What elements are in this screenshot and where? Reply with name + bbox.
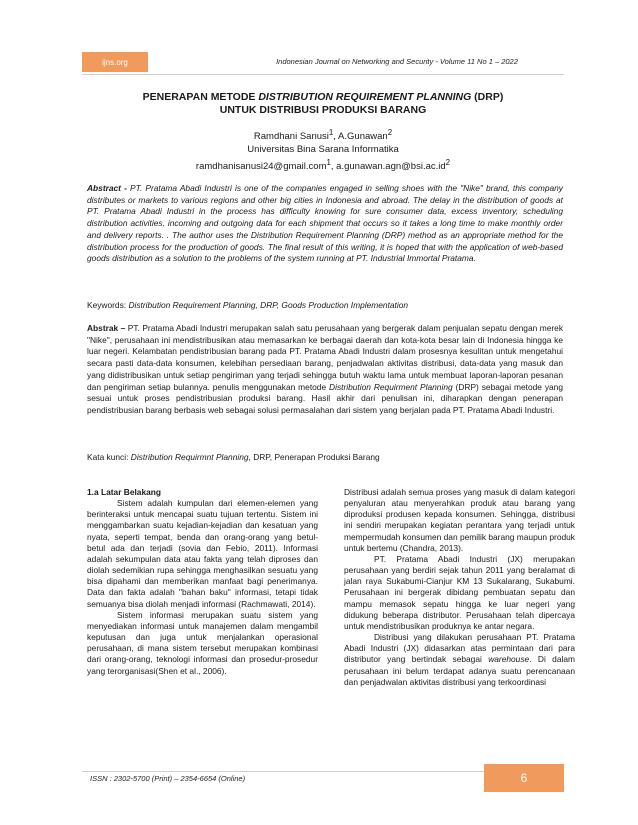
site-badge	[82, 52, 148, 72]
keywords-indonesian	[87, 452, 563, 464]
author-names	[100, 126, 546, 143]
abstract-english	[87, 183, 563, 265]
title-line-1	[100, 91, 546, 104]
email-1: ramdhanisanusi24@gmail.com	[195, 161, 327, 173]
body-column-left	[87, 487, 318, 677]
header-divider	[82, 74, 564, 75]
title-suffix: (DRP)	[471, 91, 504, 103]
abstract-english-text: PT. Pratama Abadi Industri is one of the companies engaged in selling shoes with the "Nike" brand, this company distributes or markets to various regions and other big cities in Indonesia and abroad. The delay in the distribution of goods at PT. Pratama Abadi Industri in the process has difficulty knowing for sure consumer data, excess inventory, scheduling distribution activities, incoming and outgoing data for each shipment that occurs so it takes a long time to make monthly order and delivery reports. . The author uses the Distribution Requirement Planning (DRP) method as an appropriate method for the distribution process for the production of goods. The final result of this writing, it is hoped that with the application of web-based goods distribution as a solution to the problems of the system running at PT. Industrial Immortal Pratama.	[87, 183, 563, 264]
paragraph-right-3-italic: warehouse	[488, 654, 530, 665]
abstract-indonesian-text-1: PT. Pratama Abadi Industri merupakan salah satu perusahaan yang bergerak dalam penjualan sepatu dengan merek "Nike", perusahaan ini mendistribusikan atau memasarkan ke berbagai daerah dan kota-kota besar lain di Indonesia hingga ke luar negeri. Kelambatan pendistribusian barang pada PT. Pratama Abadi Industri dalam prosesnya kesulitan untuk mengetahui secara pasti data-data konsumen, kelebihan persediaan barang, penjadwalan aktivitas distribusi, data-data yang masuk dan yang didistribusikan untuk setiap pengiriman yang terjadi sehingga butuh waktu lama untuk membuat laporan-laporan pesanan dan pengiriman setiap bulannya. penulis menggunakan metode	[87, 323, 564, 392]
paragraph-right-1: Distribusi adalah semua proses yang masuk di dalam kategori penyaluran atau menyerahkan produk atau barang yang diproduksi produsen kepada konsumen. Sehingga, distribusi ini sendiri merupakan kegiatan perantara yang terjadi untuk mempermudah konsumen dan pemilik barang maupun produk untuk bertemu (Chandra, 2013).	[344, 487, 575, 553]
paragraph-right-3-post: . Di dalam perusahaan ini belum terdapat adanya suatu perencanaan dan penjadwalan aktivitas distribusi yang terkoordinasi	[344, 654, 575, 687]
keywords-indonesian-italic: Distribution Requirmnt Planning	[130, 452, 249, 462]
issn-footer: ISSN : 2302-5700 (Print) – 2354-6654 (Online)	[90, 774, 246, 783]
abstract-indonesian-italic: Distribution Requirment Planning	[329, 381, 453, 392]
author-emails	[100, 156, 546, 173]
email-2: , a.gunawan.agn@bsi.ac.id	[330, 161, 446, 173]
paragraph-right-3	[344, 632, 575, 688]
author-block	[100, 126, 546, 173]
paragraph-left-1: Sistem adalah kumpulan dari elemen-elemen yang berinteraksi untuk mencapai suatu tujuan tertentu. Sistem ini menggambarkan suatu kejadian-kejadian dan kesatuan yang nyata, seperti tempat, benda dan orang-orang yang betul-betul ada dan terjadi (sovia dan Febio, 2011). Informasi adalah sekumpulan data atau fakta yang telah diproses dan diolah sedemikian rupa sehingga menghasilkan sesuatu yang bisa dipahami dan memberikan manfaat bagi penerimanya. Data dan fakta adalah "bahan baku" informasi, tetapi tidak semuanya bisa diolah menjadi informasi (Rachmawati, 2014).	[87, 498, 318, 609]
journal-header: Indonesian Journal on Networking and Security - Volume 11 No 1 – 2022	[276, 57, 518, 66]
section-heading: 1.a Latar Belakang	[87, 487, 162, 497]
keywords-indonesian-label: Kata kunci:	[87, 452, 131, 462]
author-2-sup: 2	[387, 128, 393, 137]
keywords-indonesian-text: , DRP, Penerapan Produksi Barang	[248, 452, 380, 462]
keywords-english-text: Distribution Requirement Planning, DRP, Goods Production Implementation	[128, 300, 409, 310]
abstract-indonesian-label: Abstrak –	[87, 323, 126, 333]
keywords-english-label: Keywords:	[87, 300, 129, 310]
paragraph-right-2: PT. Pratama Abadi Industri (JX) merupakan perusahaan yang berdiri sejak tahun 2011 yang beralamat di jalan raya Sukabumi-Cianjur KM 13 Sukalarang, Sukabumi. Perusahaan ini bergerak dibidang pembuatan sepatu dan mampu memasok sepatu hingga ke luar negeri yang didukung beberapa distributor. Perusahaan telah dipercaya untuk mendistribusikan produknya ke antar negara.	[344, 553, 575, 631]
paragraph-left-2: Sistem informasi merupakan suatu sistem yang menyediakan informasi untuk manajemen dalam mengambil keputusan dan juga untuk menjalankan operasional perusahaan, di mana sistem tersebut merupakan kombinasi dari orang-orang, teknologi informasi dan prosedur-prosedur yang terorganisasi(Shen et al., 2006).	[87, 609, 318, 676]
body-column-right	[344, 487, 575, 688]
page-number: 6	[520, 771, 528, 785]
title-prefix: PENERAPAN METODE	[142, 91, 259, 103]
author-1-sup: 1	[328, 128, 334, 137]
site-label: ijns.org	[102, 57, 128, 67]
title-italic: DISTRIBUTION REQUIREMENT PLANNING	[258, 91, 472, 103]
paper-title	[100, 91, 546, 117]
email-1-sup: 1	[326, 158, 331, 168]
keywords-english	[87, 300, 563, 312]
email-2-sup: 2	[445, 158, 451, 168]
paragraph-right-3-pre: Distribusi yang dilakukan perusahaan PT. Pratama Abadi Industri (JX) didasarkan atas permintaan dari para distributor yang bertindak sebagai	[344, 632, 575, 665]
affiliation: Universitas Bina Sarana Informatika	[247, 144, 399, 156]
page-number-badge	[484, 764, 564, 792]
abstract-indonesian	[87, 323, 563, 417]
author-2: , A.Gunawan	[333, 131, 388, 143]
abstract-indonesian-text-2: (DRP) sebagai metode yang sesuai untuk proses pendistribusian produksi barang. Hasil akhir dari penulisan ini, diharapkan dengan penerapan pendistribusian barang berbasis web sebagai solusi permasalahan dari sistem yang berjalan pada PT. Pratama Abadi Industri.	[87, 381, 563, 415]
abstract-english-label: Abstract -	[87, 183, 127, 193]
title-line-2: UNTUK DISTRIBUSI PRODUKSI BARANG	[219, 104, 427, 116]
author-1: Ramdhani Sanusi	[253, 131, 329, 143]
